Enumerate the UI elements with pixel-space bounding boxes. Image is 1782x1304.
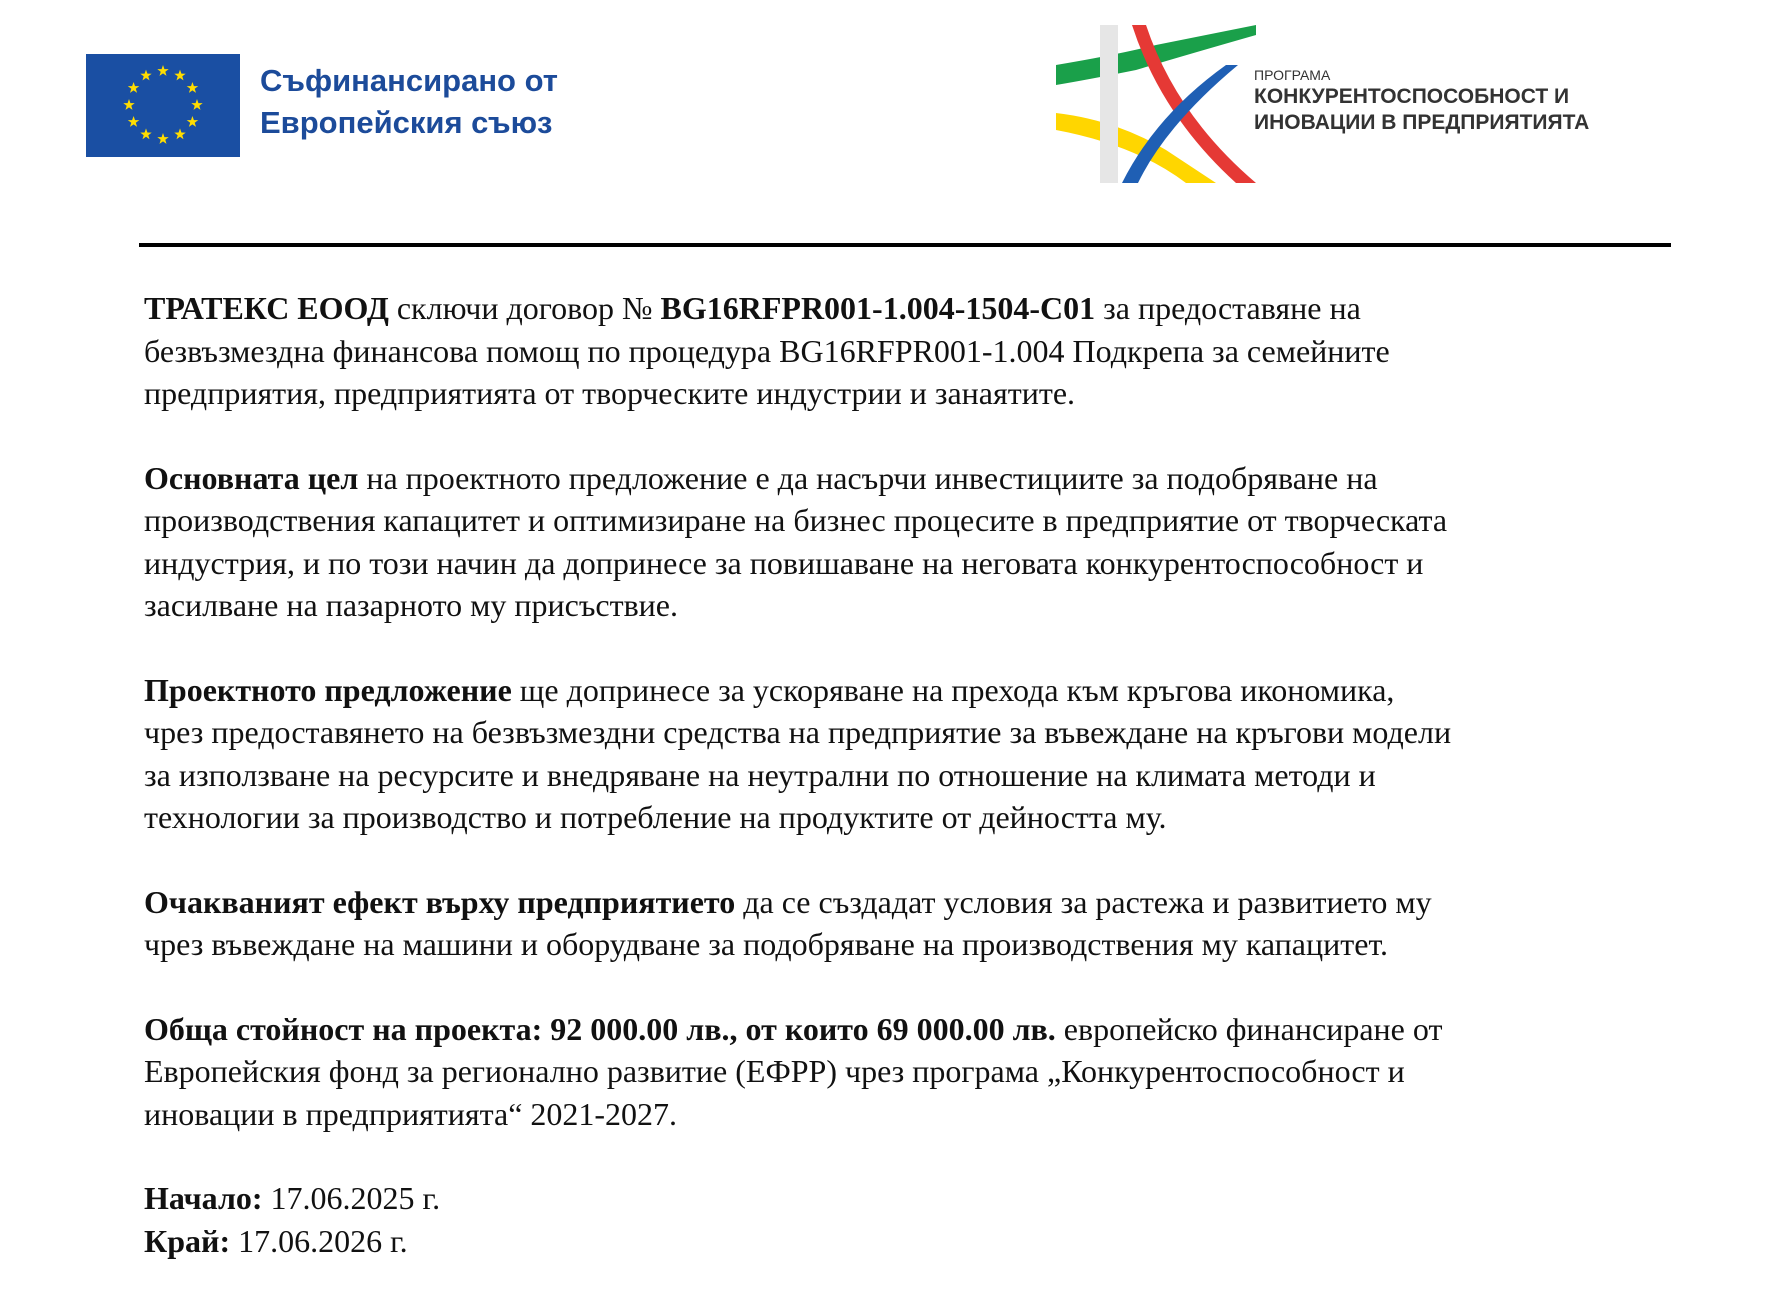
effect-paragraph bbox=[144, 881, 1744, 966]
program-logo-ribbons bbox=[1056, 25, 1256, 183]
contract-paragraph bbox=[144, 287, 1744, 415]
goal-paragraph bbox=[144, 457, 1744, 627]
text-line: безвъзмездна финансова помощ по процедура BG16RFPR001-1.004 Подкрепа за семейните bbox=[144, 332, 1390, 369]
goal-label: Основната цел bbox=[144, 459, 359, 496]
text-line: иновации в предприятията“ 2021-2027. bbox=[144, 1095, 678, 1132]
text: на проектното предложение е да насърчи инвестициите за подобряване на bbox=[358, 459, 1378, 496]
document-body bbox=[144, 287, 1744, 1304]
program-name-line2: ИНОВАЦИИ В ПРЕДПРИЯТИЯТА bbox=[1254, 111, 1590, 134]
eu-flag-logo bbox=[86, 54, 240, 157]
start-value: 17.06.2025 г. bbox=[262, 1180, 441, 1216]
company-name: ТРАТЕКС ЕООД bbox=[144, 290, 389, 326]
eu-stars-icon bbox=[86, 54, 240, 157]
text-line: чрез въвеждане на машини и оборудване за подобряване на производствения му капацитет. bbox=[144, 926, 1389, 962]
eu-star bbox=[140, 70, 151, 81]
contract-number: BG16RFPR001-1.004-1504-C01 bbox=[660, 290, 1096, 326]
text-line: технологии за производство и потребление на продуктите от дейността му. bbox=[144, 799, 1167, 835]
text: европейско финансиране от bbox=[1055, 1010, 1443, 1047]
proposal-label: Проектното предложение bbox=[144, 671, 512, 708]
text-line: Европейския фонд за регионално развитие (ЕФРР) чрез програма „Конкурентоспособност и bbox=[144, 1053, 1405, 1089]
text: за предоставяне на bbox=[1095, 290, 1361, 326]
header-divider bbox=[139, 243, 1671, 247]
program-logo-text bbox=[1254, 66, 1589, 136]
start-date bbox=[144, 1177, 1744, 1220]
eu-text-line2: Европейския съюз bbox=[260, 105, 553, 140]
eu-star bbox=[191, 99, 202, 110]
text: сключи договор № bbox=[388, 290, 661, 326]
end-date bbox=[144, 1220, 1744, 1263]
proposal-paragraph bbox=[144, 669, 1744, 839]
eu-star bbox=[187, 82, 199, 93]
eu-cofunded-text bbox=[260, 60, 558, 144]
text: ще допринесе за ускоряване на прехода към кръгова икономика, bbox=[511, 671, 1395, 708]
text-line: засилване на пазарното му присъствие. bbox=[144, 587, 678, 623]
eu-star bbox=[128, 82, 140, 93]
eu-star bbox=[187, 116, 199, 127]
eu-star bbox=[174, 128, 185, 139]
dates-paragraph bbox=[144, 1177, 1744, 1262]
eu-star bbox=[128, 116, 140, 127]
text-line: чрез предоставянето на безвъзмездни средства на предприятие за въвеждане на кръгови модели bbox=[144, 714, 1452, 750]
eu-star bbox=[123, 99, 134, 110]
effect-label: Очакваният ефект върху предприятието bbox=[144, 883, 736, 920]
eu-star bbox=[140, 128, 151, 139]
eu-star bbox=[157, 65, 168, 76]
text-line: предприятия, предприятията от творческите индустрии и занаятите. bbox=[144, 375, 1076, 411]
text: да се създадат условия за растежа и развитието му bbox=[735, 883, 1432, 920]
text-line: за използване на ресурсите и внедряване на неутрални по отношение на климата методи и bbox=[144, 756, 1376, 793]
end-value: 17.06.2026 г. bbox=[230, 1222, 408, 1259]
start-label: Начало: bbox=[144, 1180, 263, 1216]
program-label: ПРОГРАМА bbox=[1254, 67, 1331, 83]
eu-star bbox=[157, 133, 168, 144]
text-line: производствения капацитет и оптимизиране на бизнес процесите в предприятие от творческата bbox=[144, 502, 1448, 538]
eu-star bbox=[174, 70, 185, 81]
end-label: Край: bbox=[144, 1222, 231, 1259]
program-name-line1: КОНКУРЕНТОСПОСОБНОСТ И bbox=[1254, 85, 1570, 108]
eu-text-line1: Съфинансирано от bbox=[260, 63, 558, 98]
value-paragraph bbox=[144, 1008, 1744, 1136]
text-line: индустрия, и по този начин да допринесе за повишаване на неговата конкурентоспособност и bbox=[144, 544, 1424, 581]
total-value: Обща стойност на проекта: 92 000.00 лв., от които 69 000.00 лв. bbox=[144, 1010, 1056, 1047]
